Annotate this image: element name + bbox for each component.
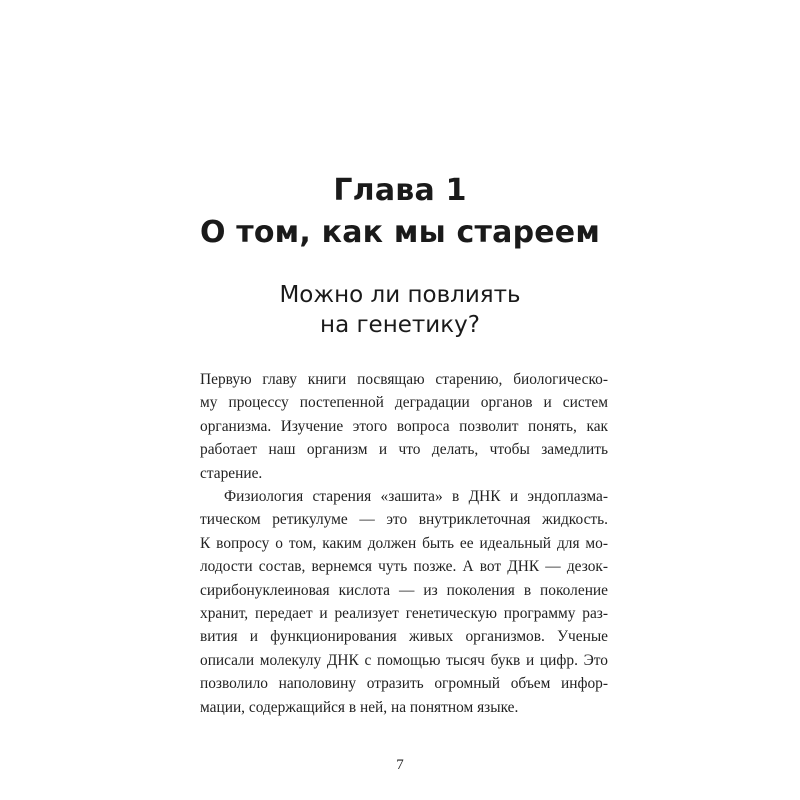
- text-line: организма. Изучение этого вопроса позволит понять, как: [200, 417, 608, 435]
- text-line: тическом ретикулуме — это внутриклеточная жидкость.: [200, 511, 608, 529]
- section-heading-line-2: на генетику?: [320, 312, 480, 338]
- text-line: позволило наполовину отразить огромный объем инфор-: [200, 675, 608, 693]
- text-line: лодости состав, вернемся чуть позже. А вот ДНК — дезок-: [200, 558, 608, 576]
- section-heading: [0, 280, 800, 340]
- section-heading-line-1: Можно ли повлиять: [279, 282, 521, 308]
- text-line: работает наш организм и что делать, чтобы замедлить: [200, 441, 608, 459]
- text-line: старение.: [200, 464, 263, 482]
- text-line: сирибонуклеиновая кислота — из поколения в поколение: [200, 581, 608, 599]
- body-text: [200, 368, 608, 719]
- text-line: Первую главу книги посвящаю старению, биологическо-: [200, 371, 608, 388]
- text-line: вития и функционирования живых организмов. Ученые: [200, 628, 608, 646]
- chapter-number: Глава 1: [333, 173, 467, 208]
- text-line: описали молекулу ДНК с помощью тысяч букв и цифр. Это: [200, 651, 608, 669]
- text-line: хранит, передает и реализует генетическую программу раз-: [200, 605, 608, 623]
- paragraph-2: [200, 485, 608, 719]
- paragraph-1: [200, 368, 608, 485]
- text-line: К вопросу о том, каким должен быть ее идеальный для мо-: [200, 534, 608, 552]
- text-line: мации, содержащийся в ней, на понятном языке.: [200, 698, 519, 716]
- text-line: му процессу постепенной деградации органов и систем: [200, 394, 608, 412]
- chapter-title: О том, как мы стареем: [199, 215, 601, 250]
- chapter-heading: [0, 170, 800, 254]
- page-number: 7: [396, 757, 404, 773]
- text-line: Физиология старения «зашита» в ДНК и эндоплазма-: [224, 488, 608, 506]
